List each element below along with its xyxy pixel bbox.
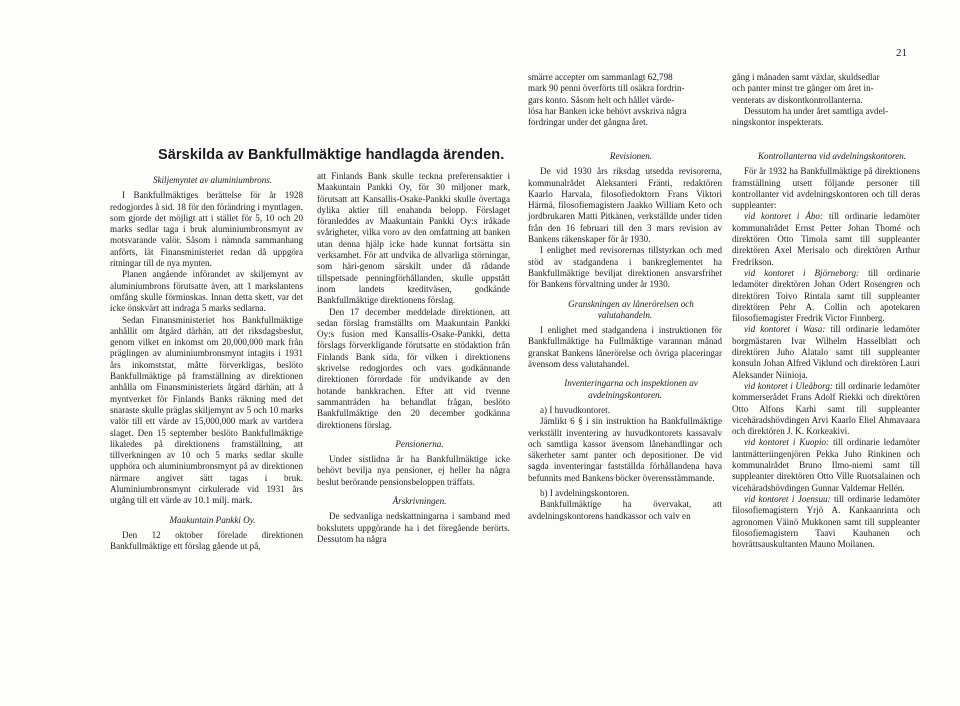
text-line: fordringar under det gångna året. (528, 117, 648, 128)
top-right-continuation (732, 72, 918, 128)
paragraph: Jämlikt 6 § i sin instruktion ha Bankfullmäktige verkställt inventering av huvudkontorets kassavalv och samtliga kassor ävensom lånehandlingar och säkerheter samt panter och depositioner. De vid sagda inventeringar fastställda förhållandena hava befunnits med Bankens böcker överensstämmande. (528, 416, 722, 483)
office-entry: vid kontoret i Kuopio: till ordinarie ledamöter lantmätteriingenjören Pekka Juho Rinkinen och kommunalrådet Bruno Ilmo-niemi samt till suppleanter direktören Otto Ville Ruotsalainen och vicehäradshövdingen Gunnar Valdemar Hellén. (732, 437, 920, 493)
subheading-a: a) I huvudkontoret. (540, 404, 610, 415)
text-line: gång i månaden samt växlar, skuldsedlar (732, 72, 880, 82)
section-heading-pensionerna: Pensionerna. (395, 438, 444, 449)
section-heading-arskrivningen: Årskrivningen. (392, 496, 447, 507)
text-line: Dessutom ha under året samtliga avdel- (744, 105, 889, 116)
office-entry: vid kontoret i Uleåborg: till ordinarie ledamöter kommerserådet Frans Adolf Riekki och direktören Otto Alfons Karhi samt till suppleanter vicehäradshövdingen Arvi Kaarlo Eliel Ahmavaara och direktören J. K. Korkeakivi. (732, 380, 920, 437)
section-heading-inventeringarna: Inventeringarna och inspektionen av avdelningskontoren. (564, 378, 698, 400)
text-line: och panter minst tre gånger om året in- (732, 83, 874, 94)
section-heading-skiljemynt: Skiljemyntet av aluminiumbrons. (152, 175, 273, 185)
page-number: 21 (896, 47, 907, 59)
paragraph: Sedan Finansministeriet hos Bankfullmäktige anhållit om åtgärd därhän, att det riksdagsbeslut, genom vilket en inkomst om 20,000,000 mark från präglingen av aluminiumbronsmynt intagits i 1931 års inkomststat, måtte förverkligas, beslöto Bankfullmäktige på framställning av direktionen anhålla om Finansministeriets åtgärd därhän, att å myntverket för Finlands Banks räkning med det snaraste skulle präglas skiljemynt av 5 och 10 marks valör till ett värde av 15,000,000 mark av vartdera slaget. Den 15 september beslöto Bankfullmäktige likaledes på direktionens framställning, att tillverkningen av 10 och 5 marks sedlar skulle upphöra och aluminiumbronsmynt på av direktionen närmare angivet sätt tagas i bruk. Aluminiumbronsmynt cirkulerade vid 1931 års utgång till ett värde av 10.1 milj. mark. (110, 314, 303, 506)
column-4 (732, 147, 920, 550)
paragraph: De sedvanliga nedskattningarna i samband med bokslutets uppgörande ha i det föregående berörts. Dessutom ha några (317, 511, 510, 544)
section-heading-granskningen: Granskningen av lånerörelsen och valutahandeln. (568, 298, 694, 320)
main-heading: Särskilda av Bankfullmäktige handlagda ärenden. (158, 147, 505, 163)
paragraph: I enlighet med revisorernas tillstyrkan och med stöd av stadgandena i bankreglementet ha Bankfullmäktige beviljat direktionen ansvarsfrihet för Bankens förvaltning under år 1930. (528, 245, 722, 290)
section-heading-kontrollanterna: Kontrollanterna vid avdelningskontoren. (757, 151, 907, 161)
paragraph: För år 1932 ha Bankfullmäktige på direktionens framställning utsett följande personer till kontrollanter vid avdelningskontoren och till deras suppleanter: (732, 166, 920, 211)
text-line: mark 90 penni överförts till osäkra fordrin- (528, 83, 685, 94)
paragraph: att Finlands Bank skulle teckna preferensaktier i Maakuntain Pankki Oy, för 30 miljoner mark, förutsatt att Kansallis-Osake-Pankki skulle övertaga dylika aktier till enahanda belopp. Förslaget föranleddes av Maakuntain Pankki Oy:s iråkade svårigheter, vilka voro av den omfattning att banken utan denna hjälp icke hade kunnat fortsätta sin verksamhet. För att undvika de allvarliga störningar, som häri-genom särskilt under då rådande tillspetsade penningförhållanden, skulle uppstått inom landets kreditväsen, godkände Bankfullmäktige direktionens förslag. (317, 171, 510, 306)
office-entry: vid kontoret i Åbo: till ordinarie ledamöter kommunalrådet Ernst Petter Johan Thomé och direktören Otto Timola samt till suppleanter direktören Axel Merisalo och direktören Arthur Fredrikson. (732, 211, 920, 267)
paragraph: Planen angående införandet av skiljemynt av aluminiumbrons förutsatte även, att 1 markslantens omfång skulle förminskas. Innan detta skett, var det icke önskvärt att indraga 5 marks sedlarna. (110, 269, 303, 314)
top-center-continuation (528, 72, 706, 128)
paragraph: Bankfullmäktige ha övervakat, att avdelningskontorens handkassor och valv en (528, 499, 722, 521)
paragraph: Den 12 oktober förelade direktionen Bankfullmäktige ett förslag gående ut på, (110, 529, 303, 552)
text-line: venterats av diskontkontrollanterna. (732, 94, 863, 105)
office-entry: vid kontoret i Joensuu: till ordinarie ledamöter filosofiemagistern Yrjö A. Kankaanrinta och agronomen Väinö Mukkonen samt till suppleanter filosofiemagistern Taavi Kauhanen och hovrättsauskultanten Mauno Moilanen. (732, 493, 920, 550)
text-line: lösa har Banken icke behövt avskriva några (528, 105, 687, 116)
office-entry: vid kontoret i Björneborg: till ordinarie ledamöter direktören Johan Odert Rosengren och direktören Toivo Rintala samt till suppleanter direktören Pehr A. Collin och apotekaren filosofiemagister Fredrik Victor Finnberg. (732, 267, 921, 324)
text-line: ningskontor inspekterats. (732, 117, 824, 128)
section-heading-revisionen: Revisionen. (609, 151, 653, 161)
paragraph: I Bankfullmäktiges berättelse för år 1928 redogjordes å sid. 18 för den förändring i myntlagen, som gjorde det möjligt att i stället för 5, 10 och 20 marks sedlar taga i bruk aluminiumbronsmynt av motsvarande valör. Såsom i nämnda sammanhang anförts, lät Finansministeriet redan då uppgöra ritningar till de nya mynten. (110, 190, 303, 269)
column-3 (528, 147, 722, 522)
paragraph: Den 17 december meddelade direktionen, att sedan förslag framställts om Maakuntain Pankki Oy:s fusion med Kansallis-Osake-Pankki, detta förslags förverkligande förutsatte en stödaktion från Finlands Bank sida, för vilken i direktionens skrivelse redogjordes och vars godkännande direktionen förordade för undvikande av den hotande bankkrachen. Efter att vid tvenne sammanträden ha behandlat frågan, beslöto Bankfullmäktige den 20 december godkänna direktionens förslag. (317, 306, 510, 430)
column-1 (110, 171, 303, 553)
column-2 (317, 171, 510, 545)
text-line: smärre accepter om sammanlagt 62,798 (528, 72, 673, 82)
office-entry: vid kontoret i Wasa: till ordinarie ledamöter borgmästaren Ivar Wilhelm Hasselblatt och direktören Juho Alatalo samt till suppleanter konsuln Johan Alfred Viklund och direktören Lauri Aleksander Niinioja. (732, 324, 920, 380)
paragraph: I enlighet med stadgandena i instruktionen för Bankfullmäktige ha Fullmäktige varannan månad granskat Bankens lånerörelse och övriga placeringar ävensom dess valutahandel. (528, 325, 722, 370)
section-heading-maakuntain: Maakuntain Pankki Oy. (169, 514, 256, 525)
paragraph: Under sistlidna år ha Bankfullmäktige icke behövt bevilja nya pensioner, ej heller ha några beslut berörande pensionsbeloppen träffats. (317, 454, 510, 487)
text-line: gars konto. Såsom helt och hållet värde- (528, 94, 675, 105)
subheading-b: b) I avdelningskontoren. (540, 488, 630, 499)
paragraph: De vid 1930 års riksdag utsedda revisorerna, kommunalrådet Aleksanteri Fränti, redaktören Kaarlo Harvala, filosofiedoktorn Frans Viktori Härmä, filosofiemagistern Jaakko William Keto och jordbrukaren Matti Pitkänen, verkställde under tiden från den 16 februari till den 3 mars revision av Bankens räkenskaper för år 1930. (528, 166, 722, 245)
